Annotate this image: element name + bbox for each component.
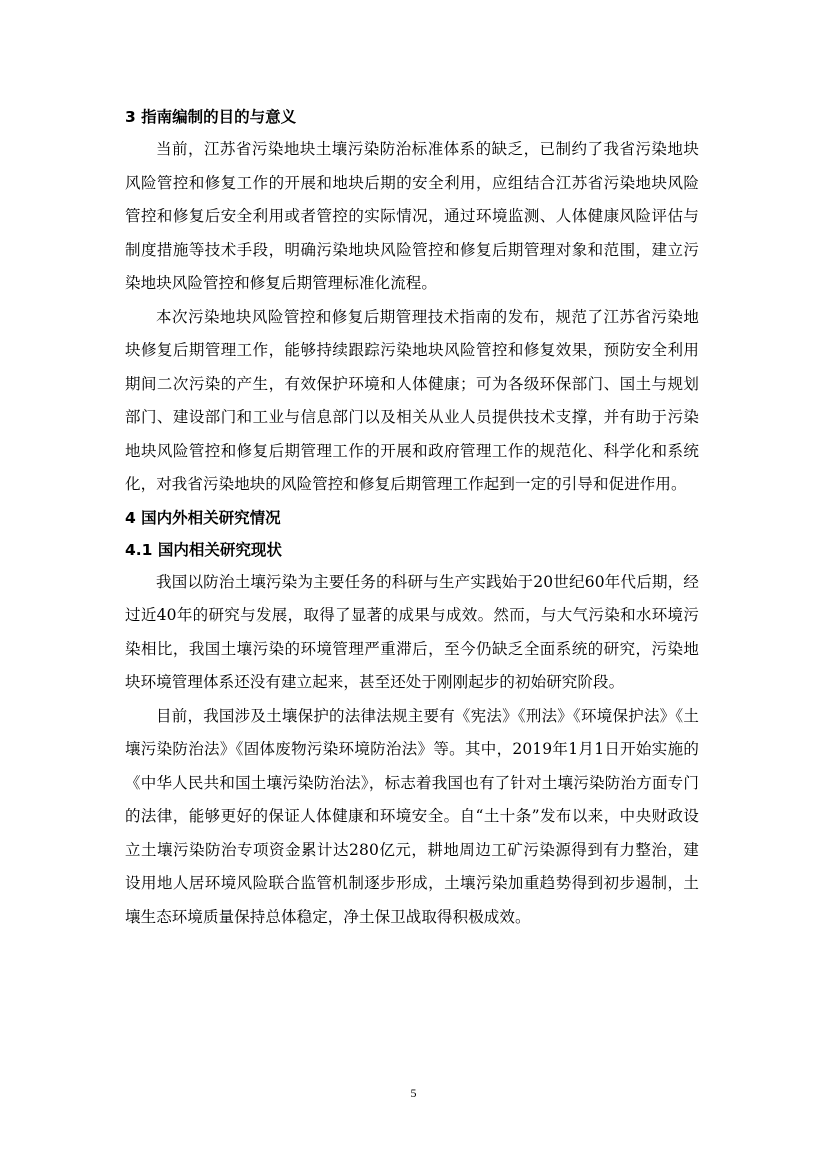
section-4-1-paragraph-1: 我国以防治土壤污染为主要任务的科研与生产实践始于20世纪60年代后期，经过近40年的研究与发展，取得了显著的成果与成效。然而，与大气污染和水环境污染相比，我国土壤污染的环境管理严重滞后，至今仍缺乏全面系统的研究，污染地块环境管理体系还没有建立起来，甚至还处于刚刚起步的初始研究阶段。 xyxy=(125,572,699,691)
section-4-1-heading: 4.1 国内相关研究现状 xyxy=(125,540,282,559)
section-3-paragraph-2: 本次污染地块风险管控和修复后期管理技术指南的发布，规范了江苏省污染地块修复后期管理工作，能够持续跟踪污染地块风险管控和修复效果，预防安全利用期间二次污染的产生，有效保护环境和人体健康；可为各级环保部门、国土与规划部门、建设部门和工业与信息部门以及相关从业人员提供技术支撑，并有助于污染地块风险管控和修复后期管理工作的开展和政府管理工作的规范化、科学化和系统化，对我省污染地块的风险管控和修复后期管理工作起到一定的引导和促进作用。 xyxy=(125,307,699,493)
section-3-heading: 3 指南编制的目的与意义 xyxy=(125,108,297,126)
section-4-1-paragraph-2: 目前，我国涉及土壤保护的法律法规主要有《宪法》《刑法》《环境保护法》《土壤污染防治法》《固体废物污染环境防治法》等。其中，2019年1月1日开始实施的《中华人民共和国土壤污染防治法》，标志着我国也有了针对土壤污染防治方面专门的法律，能够更好的保证人体健康和环境安全。自“土十条”发布以来，中央财政设立土壤污染防治专项资金累计达280亿元，耕地周边工矿污染源得到有力整治，建设用地人居环境风险联合监管机制逐步形成，土壤污染加重趋势得到初步遏制，土壤生态环境质量保持总体稳定，净土保卫战取得积极成效。 xyxy=(125,706,699,926)
section-4-heading: 4 国内外相关研究情况 xyxy=(125,508,281,527)
page-content xyxy=(125,101,699,934)
page-number: 5 xyxy=(410,1086,417,1100)
section-3-paragraph-1: 当前，江苏省污染地块土壤污染防治标准体系的缺乏，已制约了我省污染地块风险管控和修复工作的开展和地块后期的安全利用，应组结合江苏省污染地块风险管控和修复后安全利用或者管控的实际情况，通过环境监测、人体健康风险评估与制度措施等技术手段，明确污染地块风险管控和修复后期管理对象和范围，建立污染地块风险管控和修复后期管理标准化流程。 xyxy=(125,140,699,292)
